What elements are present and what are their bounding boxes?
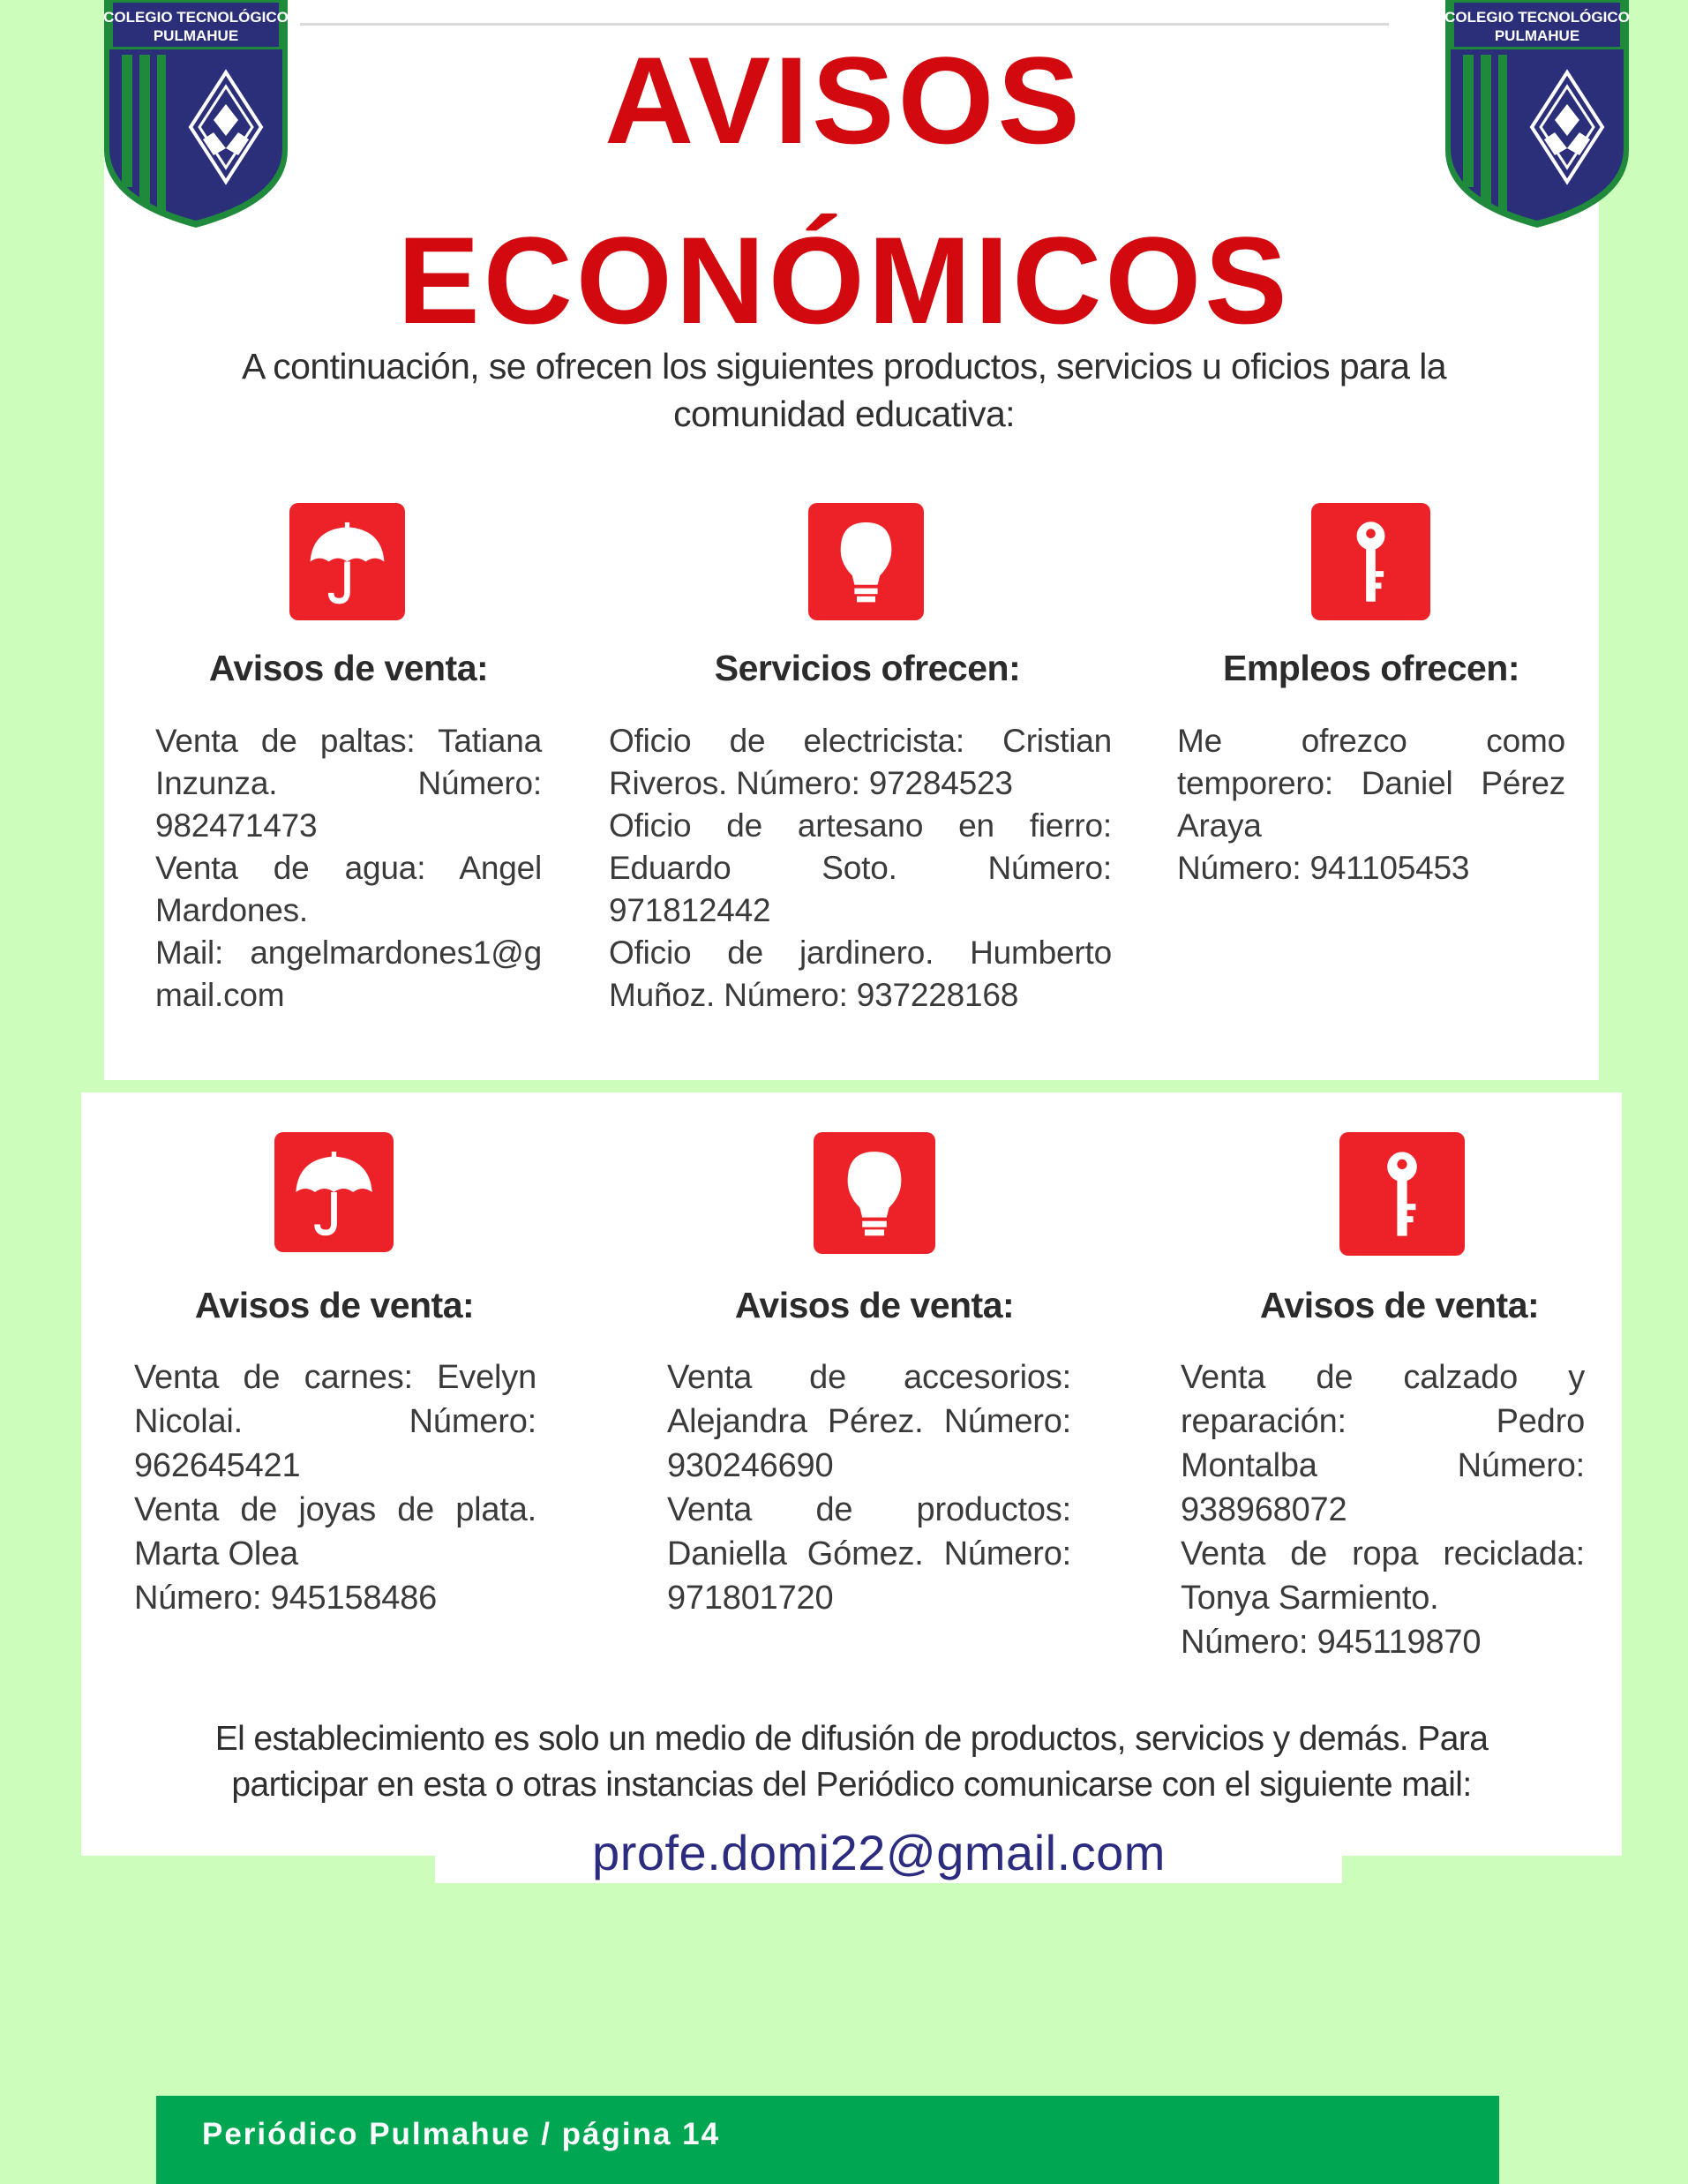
listing-text: Venta de calzado y reparación: Pedro Montalba Número: 938968072 [1181, 1359, 1585, 1528]
section-heading: Avisos de venta: [194, 1285, 475, 1325]
listing-text: Venta de productos: Daniella Gómez. Número: 971801720 [667, 1491, 1071, 1617]
page-label: Periódico Pulmahue / página 14 [202, 2117, 721, 2151]
lightbulb-icon [808, 503, 924, 620]
listing-text: Oficio de electricista: Cristian Riveros. Número: 97284523 [609, 723, 1112, 801]
crest-line2: PULMAHUE [1494, 27, 1580, 44]
section-body [609, 720, 1112, 1017]
section-body [134, 1355, 536, 1620]
intro-text: A continuación, se ofrecen los siguientes productos, servicios u oficios para la comunidad educativa: [242, 346, 1446, 434]
listing-text: Oficio de jardinero. Humberto Muñoz. Número: 937228168 [609, 934, 1112, 1013]
page-title-line1: AVISOS [604, 31, 1084, 169]
section-heading: Avisos de venta: [734, 1285, 1015, 1325]
contact-email[interactable]: profe.domi22@gmail.com [592, 1825, 1166, 1880]
listing-text: Me ofrezco como temporero: Daniel Pérez Araya [1177, 723, 1565, 844]
key-icon [1339, 1132, 1465, 1256]
section-body [667, 1355, 1071, 1620]
section-heading: Avisos de venta: [208, 648, 489, 688]
listing-text: Mail: angelmardones1@gmail.com [155, 934, 542, 1013]
crest-line1: COLEGIO TECNOLÓGICO [103, 9, 289, 26]
section-heading: Avisos de venta: [1259, 1285, 1540, 1325]
section-heading: Empleos ofrecen: [1222, 648, 1520, 688]
lightbulb-icon [814, 1132, 935, 1254]
section-body [1181, 1355, 1585, 1664]
listing-text: Número: 941105453 [1177, 850, 1470, 886]
section-body [1177, 720, 1565, 889]
crest-line1: COLEGIO TECNOLÓGICO [1444, 9, 1630, 26]
listing-text: Venta de agua: Angel Mardones. [155, 850, 542, 928]
key-icon [1311, 503, 1430, 620]
footer-bar [156, 2096, 1499, 2184]
page-title-line2: ECONÓMICOS [397, 211, 1291, 349]
listing-text: Venta de ropa reciclada: Tonya Sarmiento. [1181, 1535, 1585, 1617]
listing-text: Venta de carnes: Evelyn Nicolai. Número: 962645421 [134, 1359, 536, 1484]
listing-text: Venta de paltas: Tatiana Inzunza. Número: 982471473 [155, 723, 542, 844]
umbrella-icon [289, 503, 405, 620]
crest-line2: PULMAHUE [153, 27, 239, 44]
umbrella-icon [274, 1132, 394, 1252]
listing-text: Oficio de artesano en fierro: Eduardo Soto. Número: 971812442 [609, 807, 1112, 928]
listing-text: Venta de joyas de plata. Marta Olea [134, 1491, 536, 1572]
listing-text: Número: 945158486 [134, 1580, 438, 1617]
top-rule [300, 23, 1389, 26]
listing-text: Venta de accesorios: Alejandra Pérez. Número: 930246690 [667, 1359, 1071, 1484]
section-body [155, 720, 542, 1017]
listing-text: Número: 945119870 [1181, 1624, 1482, 1661]
footer-note: El establecimiento es solo un medio de difusión de productos, servicios y demás. Para participar en esta o otras instancias del Periódico comunicarse con el siguiente mail: [214, 1720, 1489, 1804]
section-heading: Servicios ofrecen: [714, 648, 1021, 688]
